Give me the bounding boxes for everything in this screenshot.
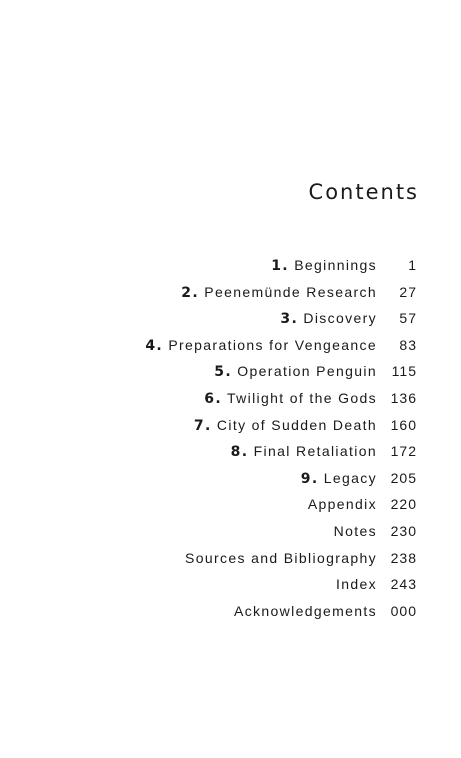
section-label: Acknowledgements (234, 602, 377, 619)
toc-entry (0, 412, 461, 439)
chapter-label: City of Sudden Death (216, 416, 377, 433)
chapter-label: Operation Penguin (237, 363, 377, 380)
page-title: Contents (308, 180, 419, 204)
chapter-label: Twilight of the Gods (227, 389, 377, 406)
chapter-label: Beginnings (294, 257, 377, 273)
toc-entry (0, 545, 461, 572)
toc-entry-title (334, 518, 377, 545)
chapter-number: 8. (230, 444, 249, 461)
chapter-number: 3. (280, 311, 299, 328)
toc-entry (0, 305, 461, 332)
toc-entry-title (214, 358, 377, 386)
chapter-number: 5. (214, 364, 233, 381)
toc-entry-title (194, 412, 377, 440)
toc-entry-title (231, 438, 377, 466)
toc-entry (0, 279, 461, 306)
toc-entry-title (280, 305, 377, 333)
chapter-number: 4. (145, 337, 164, 354)
section-label: Appendix (307, 496, 377, 513)
chapter-label: Peenemünde Research (204, 283, 377, 300)
toc-entry (0, 332, 461, 359)
toc-entry-title (308, 491, 377, 518)
page-number: 1 (408, 257, 417, 273)
toc-entry-title (145, 332, 377, 360)
chapter-label: Legacy (323, 469, 377, 486)
page-number: 172 (390, 443, 417, 460)
chapter-label: Preparations for Vengeance (168, 336, 377, 353)
section-label: Notes (333, 522, 377, 539)
toc-entry (0, 465, 461, 492)
page-number: 83 (399, 336, 417, 353)
toc-entry-title (204, 385, 377, 413)
page-number: 238 (390, 549, 417, 566)
page-number: 000 (390, 602, 417, 619)
chapter-number: 1. (271, 258, 289, 274)
page-number: 243 (390, 576, 417, 593)
toc-entry-title (301, 465, 377, 493)
chapter-label: Discovery (303, 310, 377, 327)
section-label: Sources and Bibliography (185, 549, 377, 566)
page-number: 57 (399, 310, 417, 327)
page-number: 160 (390, 416, 417, 433)
toc-entry (0, 598, 461, 625)
chapter-number: 2. (181, 284, 199, 301)
toc-entry-title (271, 252, 377, 280)
page-number: 220 (390, 496, 417, 513)
page-number: 230 (390, 522, 417, 539)
chapter-label: Final Retaliation (253, 443, 377, 460)
toc-entry (0, 571, 461, 598)
toc-entry-title (181, 279, 377, 307)
toc-entry (0, 438, 461, 465)
toc-entry (0, 491, 461, 518)
toc-entry (0, 518, 461, 545)
chapter-number: 7. (193, 417, 212, 434)
chapter-number: 6. (204, 390, 223, 407)
toc-entry-title (234, 598, 377, 625)
toc-entry (0, 358, 461, 385)
toc-entry-title (336, 571, 377, 598)
toc-entry (0, 252, 461, 279)
chapter-number: 9. (300, 470, 319, 487)
page-number: 136 (390, 389, 417, 406)
toc-entry-title (185, 545, 377, 572)
page-number: 27 (399, 283, 417, 300)
page-number: 115 (391, 363, 417, 380)
page-number: 205 (390, 469, 417, 486)
table-of-contents (0, 252, 461, 624)
toc-entry (0, 385, 461, 412)
section-label: Index (336, 576, 377, 593)
